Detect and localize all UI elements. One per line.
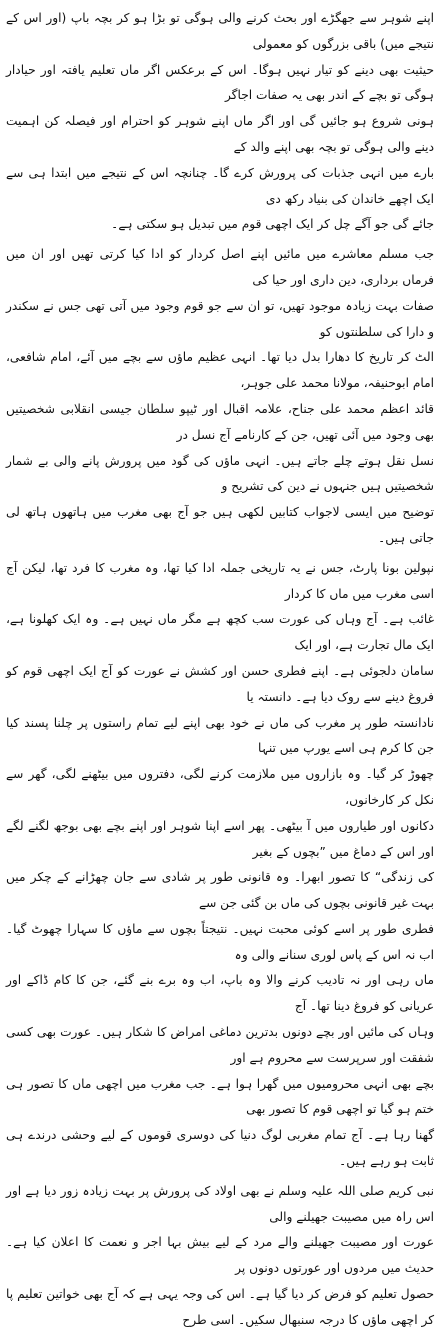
paragraph-3: نپولین بونا پارٹ، جس نے یہ تاریخی جملہ ادا کیا تھا، وہ مغرب کا فرد تھا، لیکن آج اسی مغرب میں ماں کا کردار غائب ہے۔ آج وہاں کی عورت سب کچھ ہے مگر ماں نہیں ہے۔ وہ ایک کھلونا ہے، ایک مال تجارت ہے، اور ایک سامان دلجوئی ہے۔ اپنے فطری حسن اور کشش نے عورت کو آج ایک اچھی قوم کو فروغ دینے سے روک دیا ہے۔ دانستہ یا نادانستہ طور پر مغرب کی ماں نے خود بھی اپنے لیے تمام راستوں پر چلنا پسند کیا جن کا کرم ہی اسے یورپ میں تنہا چھوڑ کر گیا۔ وہ بازاروں میں ملازمت کرنے لگی، دفتروں میں بیٹھنے لگی، گھر سے نکل کر کارخانوں، دکانوں اور طیاروں میں آ بیٹھی۔ پھر اسے اپنا شوہر اور اپنے بچے بھی بوجھ لگنے لگے اور اس کے دماغ میں ”بچوں کے بغیر کی زندگی“ کا تصور ابھرا۔ وہ قانونی طور پر شادی سے جان چھڑانے کے چکر میں بہت غیر قانونی بچوں کی ماں بن گئی جن سے فطری طور پر اسے کوئی محبت نہیں۔ نتیجتاً بچوں سے ماؤں کا سہارا چھوٹ گیا۔ اب نہ اس کے پاس لوری سنانے والی وہ ماں رہی اور نہ تادیب کرنے والا وہ باپ، اب وہ برے بنے گئے، جن کا کام ڈاکے اور عریانی کو فروغ دینا تھا۔ آج وہاں کی مائیں اور بچے دونوں بدترین دماغی امراض کا شکار ہیں۔ عورت بھی کسی شفقت اور سرپرست سے محروم ہے اور بچے بھی انہی محرومیوں میں گھرا ہوا ہے۔ جب مغرب میں اچھی ماں کا تصور ہی ختم ہو گیا تو اچھی قوم کا تصور بھی گھنا رہا ہے۔ آج تمام مغربی لوگ دنیا کی دوسری قوموں کے لیے وحشی درندے ہی ثابت ہو رہے ہیں۔ bbox=[6, 560, 434, 1169]
paragraph-1: اپنے شوہر سے جھگڑے اور بحث کرنے والی ہوگی تو بڑا ہو کر بچہ باپ (اور اس کے نتیجے میں) باقی بزرگوں کو معمولی حیثیت بھی دینے کو تیار نہیں ہوگا۔ اس کے برعکس اگر ماں تعلیم یافتہ اور حیادار ہوگی تو بچے کے اندر بھی یہ صفات اجاگر ہونی شروع ہو جائیں گی اور اگر ماں اپنے شوہر کو احترام اور فیصلہ کن اہمیت دینے والی ہوگی تو بچہ بھی اپنے والد کے بارے میں انہی جذبات کی پرورش کرے گا۔ چنانچہ اس کے نتیجے میں ابتدا ہی سے ایک اچھے خاندان کی بنیاد رکھ دی جائے گی جو آگے چل کر ایک اچھی قوم میں تبدیل ہو سکتی ہے۔ bbox=[6, 11, 434, 232]
paragraph-4: نبی کریم صلی اللہ علیہ وسلم نے بھی اولاد کی پرورش پر بہت زیادہ زور دیا ہے اور اس راہ میں مصیبت جھیلنے والی عورت اور مصیبت جھیلنے والے مرد کے لیے بیش بہا اجر و نعمت کا اعلان کیا ہے۔ حدیث میں مردوں اور عورتوں دونوں پر حصول تعلیم کو فرض کر دیا گیا ہے۔ اس کی وجہ یہی ہے کہ آج بھی خواتین تعلیم پا کر اچھی ماؤں کا درجہ سنبھال سکیں۔ اسی طرح bbox=[6, 1183, 434, 1327]
paragraph-2: جب مسلم معاشرے میں مائیں اپنے اصل کردار کو ادا کیا کرتی تھیں اور ان میں فرماں برداری، دین داری اور حیا کی صفات بہت زیادہ موجود تھیں، تو ان سے جو قوم وجود میں آتی تھی جس نے سکندر و دارا کی سلطنتوں کو الٹ کر تاریخ کا دھارا بدل دیا تھا۔ انہی عظیم ماؤں سے بچے میں آئے، امام شافعی، امام ابوحنیفہ، مولانا محمد علی جوہر، قائد اعظم محمد علی جناح، علامہ اقبال اور ٹیپو سلطان جیسی انقلابی شخصیتیں بھی وجود میں آئی تھیں، جن کے کارنامے آج نسل در نسل نقل ہوتے چلے جاتے ہیں۔ انہی ماؤں کی گود میں پرورش پانے والی بے شمار شخصیتیں ہیں جنہوں نے دین کی تشریح و توضیح میں ایسی لاجواب کتابیں لکھی ہیں جو آج بھی مغرب میں ہاتھوں ہاتھ لی جاتی ہیں۔ bbox=[6, 247, 434, 545]
